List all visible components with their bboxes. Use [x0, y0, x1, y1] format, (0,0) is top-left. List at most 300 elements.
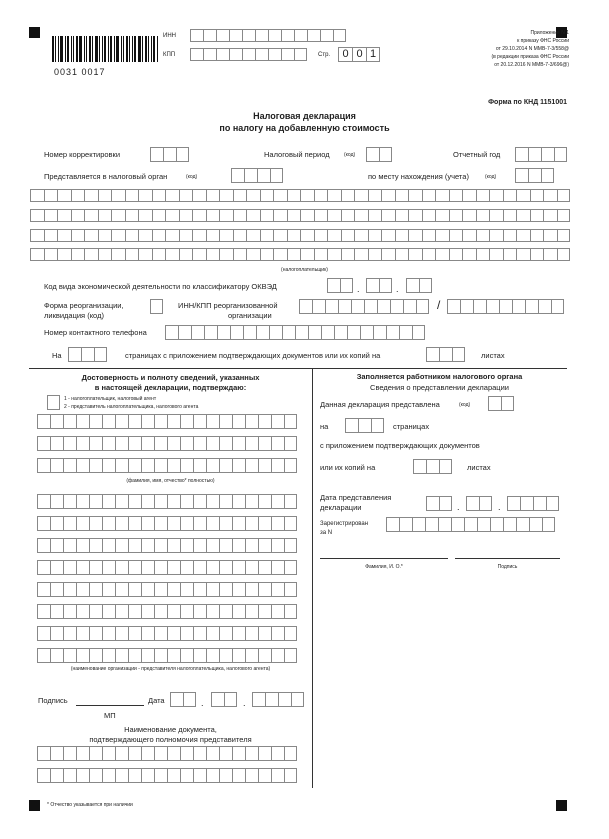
input-cell[interactable]	[89, 582, 102, 597]
input-cell[interactable]	[115, 436, 128, 451]
input-cell[interactable]	[180, 494, 193, 509]
input-cell[interactable]	[193, 436, 206, 451]
officer-date-year-cells[interactable]	[507, 496, 559, 511]
input-cell[interactable]	[63, 458, 76, 473]
submitted-code-cells[interactable]	[488, 396, 514, 411]
input-cell[interactable]	[476, 209, 490, 222]
input-cell[interactable]	[219, 560, 232, 575]
input-cell[interactable]	[37, 768, 50, 783]
input-cell[interactable]	[84, 229, 98, 242]
input-cell[interactable]	[245, 538, 258, 553]
input-cell[interactable]	[44, 229, 58, 242]
input-cell[interactable]	[246, 189, 260, 202]
okved-cells-3[interactable]	[406, 278, 432, 293]
signer-type-cell[interactable]	[47, 395, 60, 410]
input-cell[interactable]	[37, 560, 50, 575]
input-cell[interactable]	[327, 229, 341, 242]
location-code-cells[interactable]	[515, 168, 554, 183]
input-cell[interactable]	[111, 209, 125, 222]
input-cell[interactable]	[63, 560, 76, 575]
input-cell[interactable]	[476, 189, 490, 202]
input-cell[interactable]	[366, 147, 379, 162]
rep-org-row-2[interactable]	[37, 516, 297, 531]
input-cell[interactable]	[232, 768, 245, 783]
input-cell[interactable]	[76, 626, 89, 641]
input-cell[interactable]	[230, 325, 243, 340]
input-cell[interactable]	[206, 538, 219, 553]
input-cell[interactable]	[128, 436, 141, 451]
input-cell[interactable]	[141, 516, 154, 531]
input-cell[interactable]	[219, 458, 232, 473]
input-cell[interactable]	[426, 347, 439, 362]
input-cell[interactable]	[193, 414, 206, 429]
input-cell[interactable]	[89, 538, 102, 553]
input-cell[interactable]	[165, 248, 179, 261]
input-cell[interactable]	[138, 248, 152, 261]
input-cell[interactable]	[128, 414, 141, 429]
input-cell[interactable]	[341, 248, 355, 261]
input-cell[interactable]	[89, 560, 102, 575]
input-cell[interactable]	[278, 692, 291, 707]
input-cell[interactable]	[193, 746, 206, 761]
input-cell[interactable]	[284, 560, 297, 575]
input-cell[interactable]	[422, 209, 436, 222]
input-cell[interactable]	[477, 517, 490, 532]
input-cell[interactable]	[206, 604, 219, 619]
input-cell[interactable]	[165, 325, 178, 340]
input-cell[interactable]	[381, 229, 395, 242]
officer-signature-line[interactable]	[455, 558, 560, 559]
input-cell[interactable]	[503, 189, 517, 202]
input-cell[interactable]	[163, 147, 176, 162]
input-cell[interactable]	[180, 604, 193, 619]
doc-name-row-1[interactable]	[37, 746, 297, 761]
input-cell[interactable]	[180, 768, 193, 783]
input-cell[interactable]	[219, 538, 232, 553]
input-cell[interactable]	[30, 229, 44, 242]
input-cell[interactable]	[193, 516, 206, 531]
input-cell[interactable]	[128, 746, 141, 761]
input-cell[interactable]	[516, 229, 530, 242]
input-cell[interactable]	[295, 325, 308, 340]
input-cell[interactable]	[180, 414, 193, 429]
input-cell[interactable]	[408, 248, 422, 261]
input-cell[interactable]	[284, 436, 297, 451]
input-cell[interactable]	[460, 299, 473, 314]
input-cell[interactable]	[63, 538, 76, 553]
taxpayer-name-row-1[interactable]	[30, 189, 570, 202]
input-cell[interactable]	[533, 496, 546, 511]
input-cell[interactable]	[217, 325, 230, 340]
input-cell[interactable]	[377, 299, 390, 314]
input-cell[interactable]	[125, 248, 139, 261]
input-cell[interactable]	[98, 209, 112, 222]
input-cell[interactable]	[37, 414, 50, 429]
rep-org-row-4[interactable]	[37, 560, 297, 575]
input-cell[interactable]	[426, 459, 439, 474]
input-cell[interactable]	[30, 189, 44, 202]
input-cell[interactable]	[179, 248, 193, 261]
input-cell[interactable]	[258, 538, 271, 553]
input-cell[interactable]	[76, 414, 89, 429]
input-cell[interactable]	[180, 648, 193, 663]
input-cell[interactable]	[102, 494, 115, 509]
input-cell[interactable]	[219, 648, 232, 663]
officer-date-day-cells[interactable]	[426, 496, 452, 511]
input-cell[interactable]	[167, 494, 180, 509]
input-cell[interactable]	[63, 746, 76, 761]
input-cell[interactable]	[512, 299, 525, 314]
input-cell[interactable]	[76, 560, 89, 575]
input-cell[interactable]	[50, 538, 63, 553]
input-cell[interactable]	[30, 248, 44, 261]
input-cell[interactable]	[232, 436, 245, 451]
input-cell[interactable]	[358, 418, 371, 433]
input-cell[interactable]	[192, 248, 206, 261]
input-cell[interactable]	[128, 516, 141, 531]
input-cell[interactable]	[300, 189, 314, 202]
input-cell[interactable]	[233, 229, 247, 242]
input-cell[interactable]	[141, 560, 154, 575]
input-cell[interactable]	[439, 347, 452, 362]
input-cell[interactable]	[554, 147, 567, 162]
input-cell[interactable]	[291, 692, 304, 707]
input-cell[interactable]	[516, 209, 530, 222]
correction-number-cells[interactable]	[150, 147, 189, 162]
input-cell[interactable]	[260, 229, 274, 242]
input-cell[interactable]	[102, 768, 115, 783]
input-cell[interactable]	[479, 496, 492, 511]
input-cell[interactable]	[219, 626, 232, 641]
input-cell[interactable]	[381, 209, 395, 222]
input-cell[interactable]	[76, 436, 89, 451]
input-cell[interactable]	[300, 209, 314, 222]
input-cell[interactable]	[503, 209, 517, 222]
input-cell[interactable]	[327, 189, 341, 202]
input-cell[interactable]	[128, 768, 141, 783]
input-cell[interactable]	[138, 189, 152, 202]
input-cell[interactable]	[464, 517, 477, 532]
input-cell[interactable]	[325, 299, 338, 314]
input-cell[interactable]	[489, 209, 503, 222]
input-cell[interactable]	[244, 168, 257, 183]
input-cell[interactable]	[232, 414, 245, 429]
input-cell[interactable]	[63, 648, 76, 663]
input-cell[interactable]	[271, 494, 284, 509]
input-cell[interactable]	[528, 147, 541, 162]
input-cell[interactable]	[115, 768, 128, 783]
input-cell[interactable]	[193, 768, 206, 783]
input-cell[interactable]	[206, 560, 219, 575]
input-cell[interactable]	[530, 229, 544, 242]
input-cell[interactable]	[111, 189, 125, 202]
input-cell[interactable]	[89, 746, 102, 761]
input-cell[interactable]	[98, 229, 112, 242]
input-cell[interactable]	[102, 516, 115, 531]
input-cell[interactable]	[89, 516, 102, 531]
input-cell[interactable]	[141, 458, 154, 473]
input-cell[interactable]	[57, 229, 71, 242]
input-cell[interactable]	[381, 189, 395, 202]
reorg-kpp-cells[interactable]	[447, 299, 564, 314]
input-cell[interactable]	[141, 414, 154, 429]
officer-fio-line[interactable]	[320, 558, 448, 559]
input-cell[interactable]	[150, 147, 163, 162]
input-cell[interactable]	[406, 278, 419, 293]
input-cell[interactable]	[154, 538, 167, 553]
input-cell[interactable]	[71, 209, 85, 222]
input-cell[interactable]	[206, 746, 219, 761]
input-cell[interactable]	[284, 494, 297, 509]
input-cell[interactable]	[141, 746, 154, 761]
input-cell[interactable]	[449, 189, 463, 202]
input-cell[interactable]	[141, 648, 154, 663]
input-cell[interactable]	[395, 229, 409, 242]
input-cell[interactable]	[273, 248, 287, 261]
input-cell[interactable]	[386, 517, 399, 532]
okved-cells-2[interactable]	[366, 278, 392, 293]
input-cell[interactable]	[489, 229, 503, 242]
input-cell[interactable]	[543, 209, 557, 222]
input-cell[interactable]	[180, 436, 193, 451]
input-cell[interactable]	[154, 626, 167, 641]
input-cell[interactable]	[381, 248, 395, 261]
input-cell[interactable]	[260, 248, 274, 261]
input-cell[interactable]	[232, 626, 245, 641]
input-cell[interactable]	[229, 29, 242, 42]
rep-org-row-8[interactable]	[37, 648, 297, 663]
input-cell[interactable]	[232, 494, 245, 509]
input-cell[interactable]	[232, 648, 245, 663]
rep-org-row-7[interactable]	[37, 626, 297, 641]
input-cell[interactable]	[154, 648, 167, 663]
signer-fio-row-2[interactable]	[37, 436, 297, 451]
officer-pages-cells[interactable]	[345, 418, 384, 433]
input-cell[interactable]	[192, 209, 206, 222]
input-cell[interactable]	[102, 604, 115, 619]
input-cell[interactable]	[232, 746, 245, 761]
input-cell[interactable]	[180, 746, 193, 761]
input-cell[interactable]	[321, 325, 334, 340]
input-cell[interactable]	[515, 168, 528, 183]
input-cell[interactable]	[341, 229, 355, 242]
input-cell[interactable]	[486, 299, 499, 314]
input-cell[interactable]	[245, 516, 258, 531]
input-cell[interactable]	[154, 768, 167, 783]
input-cell[interactable]	[258, 436, 271, 451]
input-cell[interactable]	[390, 299, 403, 314]
input-cell[interactable]	[473, 299, 486, 314]
signer-fio-row-1[interactable]	[37, 414, 297, 429]
input-cell[interactable]	[333, 29, 346, 42]
input-cell[interactable]	[180, 626, 193, 641]
input-cell[interactable]	[50, 436, 63, 451]
input-cell[interactable]	[462, 209, 476, 222]
input-cell[interactable]	[245, 582, 258, 597]
input-cell[interactable]	[206, 626, 219, 641]
input-cell[interactable]	[115, 626, 128, 641]
input-cell[interactable]	[102, 626, 115, 641]
input-cell[interactable]	[557, 209, 571, 222]
input-cell[interactable]	[542, 517, 555, 532]
input-cell[interactable]	[125, 229, 139, 242]
input-cell[interactable]	[265, 692, 278, 707]
okved-cells-1[interactable]	[327, 278, 353, 293]
input-cell[interactable]	[37, 604, 50, 619]
input-cell[interactable]	[242, 29, 255, 42]
input-cell[interactable]	[294, 48, 307, 61]
input-cell[interactable]	[219, 436, 232, 451]
input-cell[interactable]	[284, 582, 297, 597]
input-cell[interactable]	[516, 248, 530, 261]
input-cell[interactable]	[50, 560, 63, 575]
input-cell[interactable]	[273, 189, 287, 202]
input-cell[interactable]	[89, 626, 102, 641]
input-cell[interactable]	[314, 189, 328, 202]
input-cell[interactable]	[102, 648, 115, 663]
input-cell[interactable]	[191, 325, 204, 340]
input-cell[interactable]	[63, 414, 76, 429]
input-cell[interactable]	[451, 517, 464, 532]
input-cell[interactable]	[245, 768, 258, 783]
input-cell[interactable]	[30, 209, 44, 222]
input-cell[interactable]	[63, 604, 76, 619]
input-cell[interactable]	[167, 436, 180, 451]
input-cell[interactable]	[89, 604, 102, 619]
input-cell[interactable]	[165, 229, 179, 242]
input-cell[interactable]	[128, 626, 141, 641]
input-cell[interactable]	[167, 626, 180, 641]
input-cell[interactable]	[435, 248, 449, 261]
input-cell[interactable]	[57, 189, 71, 202]
input-cell[interactable]	[179, 189, 193, 202]
input-cell[interactable]	[284, 538, 297, 553]
page-digit-cell[interactable]: 1	[366, 47, 380, 62]
input-cell[interactable]	[499, 299, 512, 314]
input-cell[interactable]	[63, 494, 76, 509]
input-cell[interactable]	[102, 538, 115, 553]
input-cell[interactable]	[314, 209, 328, 222]
input-cell[interactable]	[76, 648, 89, 663]
input-cell[interactable]	[76, 746, 89, 761]
input-cell[interactable]	[258, 768, 271, 783]
input-cell[interactable]	[341, 189, 355, 202]
input-cell[interactable]	[76, 582, 89, 597]
input-cell[interactable]	[354, 248, 368, 261]
input-cell[interactable]	[466, 496, 479, 511]
input-cell[interactable]	[167, 516, 180, 531]
input-cell[interactable]	[50, 494, 63, 509]
input-cell[interactable]	[89, 458, 102, 473]
input-cell[interactable]	[245, 604, 258, 619]
input-cell[interactable]	[368, 189, 382, 202]
input-cell[interactable]	[115, 538, 128, 553]
input-cell[interactable]	[546, 496, 559, 511]
input-cell[interactable]	[128, 582, 141, 597]
input-cell[interactable]	[258, 414, 271, 429]
input-cell[interactable]	[366, 278, 379, 293]
input-cell[interactable]	[416, 299, 429, 314]
input-cell[interactable]	[98, 248, 112, 261]
input-cell[interactable]	[50, 648, 63, 663]
input-cell[interactable]	[270, 168, 283, 183]
input-cell[interactable]	[327, 278, 340, 293]
input-cell[interactable]	[260, 189, 274, 202]
input-cell[interactable]	[203, 48, 216, 61]
input-cell[interactable]	[76, 604, 89, 619]
input-cell[interactable]	[206, 768, 219, 783]
input-cell[interactable]	[368, 229, 382, 242]
input-cell[interactable]	[271, 604, 284, 619]
input-cell[interactable]	[435, 229, 449, 242]
input-cell[interactable]	[203, 29, 216, 42]
input-cell[interactable]	[312, 299, 325, 314]
phone-cells[interactable]	[165, 325, 425, 340]
input-cell[interactable]	[180, 560, 193, 575]
input-cell[interactable]	[50, 768, 63, 783]
input-cell[interactable]	[206, 582, 219, 597]
input-cell[interactable]	[192, 189, 206, 202]
inn-cells[interactable]	[190, 29, 346, 42]
input-cell[interactable]	[232, 582, 245, 597]
input-cell[interactable]	[488, 396, 501, 411]
input-cell[interactable]	[452, 347, 465, 362]
input-cell[interactable]	[37, 538, 50, 553]
input-cell[interactable]	[154, 516, 167, 531]
input-cell[interactable]	[408, 229, 422, 242]
input-cell[interactable]	[271, 560, 284, 575]
input-cell[interactable]	[128, 494, 141, 509]
input-cell[interactable]	[216, 29, 229, 42]
reorg-form-cell[interactable]	[150, 299, 163, 314]
tax-period-cells[interactable]	[366, 147, 392, 162]
input-cell[interactable]	[165, 189, 179, 202]
input-cell[interactable]	[520, 496, 533, 511]
input-cell[interactable]	[154, 458, 167, 473]
input-cell[interactable]	[76, 458, 89, 473]
registration-number-cells[interactable]	[386, 517, 555, 532]
input-cell[interactable]	[490, 517, 503, 532]
input-cell[interactable]	[314, 248, 328, 261]
input-cell[interactable]	[37, 582, 50, 597]
input-cell[interactable]	[246, 248, 260, 261]
input-cell[interactable]	[245, 626, 258, 641]
input-cell[interactable]	[50, 626, 63, 641]
input-cell[interactable]	[167, 582, 180, 597]
input-cell[interactable]	[190, 48, 203, 61]
officer-date-month-cells[interactable]	[466, 496, 492, 511]
input-cell[interactable]	[271, 538, 284, 553]
input-cell[interactable]	[206, 436, 219, 451]
input-cell[interactable]	[258, 626, 271, 641]
input-cell[interactable]	[476, 248, 490, 261]
input-cell[interactable]	[425, 517, 438, 532]
input-cell[interactable]	[449, 229, 463, 242]
input-cell[interactable]	[115, 604, 128, 619]
input-cell[interactable]	[128, 458, 141, 473]
input-cell[interactable]	[115, 560, 128, 575]
input-cell[interactable]	[543, 189, 557, 202]
input-cell[interactable]	[128, 648, 141, 663]
input-cell[interactable]	[125, 189, 139, 202]
input-cell[interactable]	[422, 189, 436, 202]
input-cell[interactable]	[273, 209, 287, 222]
input-cell[interactable]	[395, 189, 409, 202]
input-cell[interactable]	[219, 604, 232, 619]
input-cell[interactable]	[258, 458, 271, 473]
input-cell[interactable]	[170, 692, 183, 707]
input-cell[interactable]	[219, 746, 232, 761]
